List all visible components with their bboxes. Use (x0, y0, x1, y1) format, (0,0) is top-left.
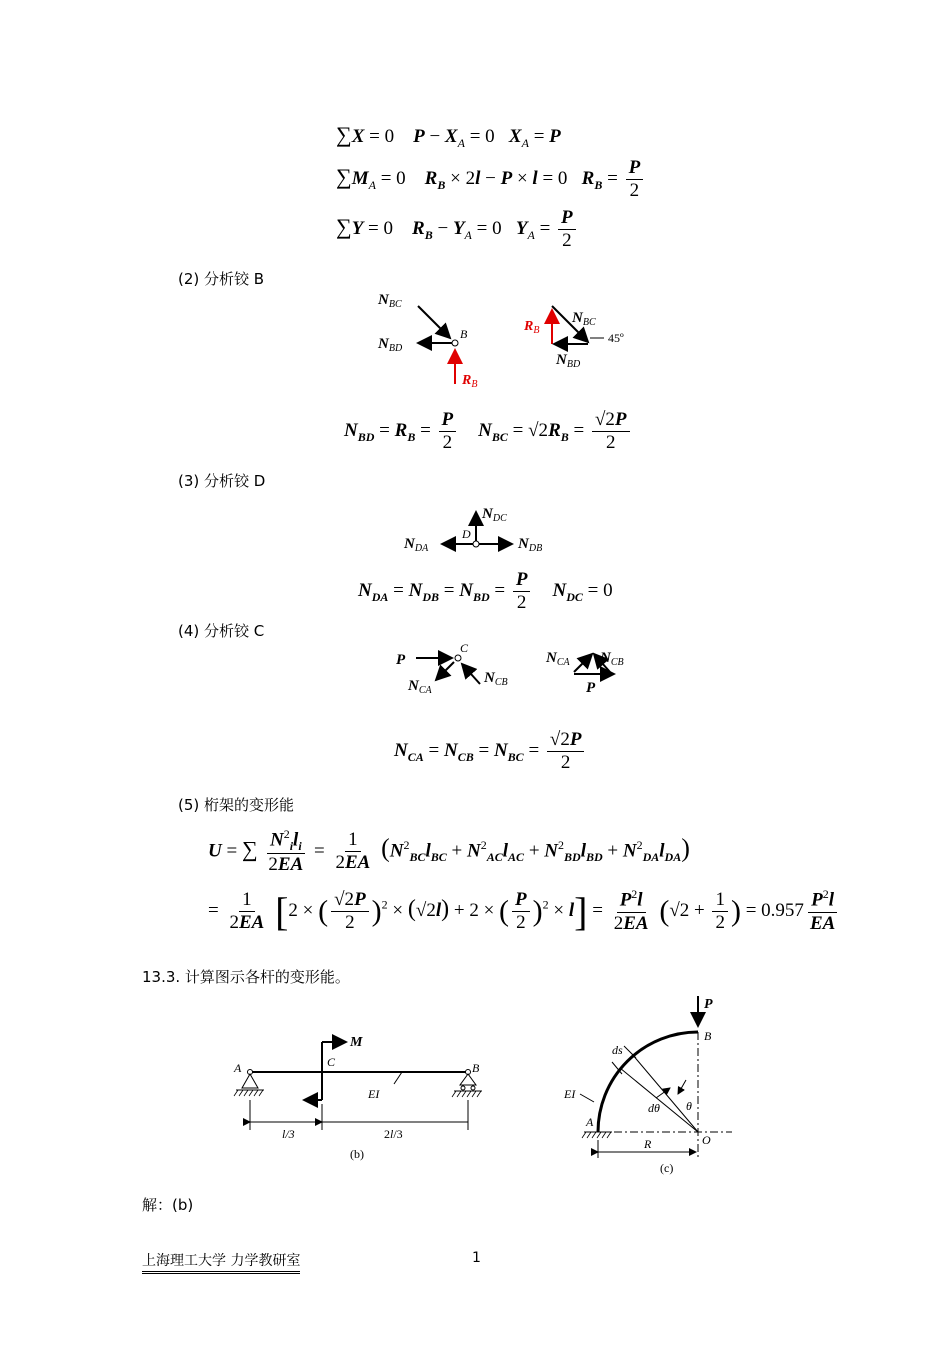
svg-text:45º: 45º (608, 331, 624, 345)
svg-text:NCB: $N_{CB}$ (600, 650, 624, 668)
figure-c-curved-bar (560, 990, 750, 1180)
svg-text:B: B (472, 1061, 480, 1075)
svg-text:EI: EI (368, 1087, 380, 1101)
equation-nbd-nbc: $N_{BD} = R_B$ = $\frac{P}{2}$ $N_{BC} = √2R_B$ = $\frac{√2P}{2}$ (344, 410, 633, 454)
svg-text:NDB: $N_{DB}$ (518, 536, 543, 554)
svg-text:EI: EI (564, 1087, 576, 1101)
svg-text:R: R (644, 1137, 652, 1151)
svg-text:P: P (396, 652, 406, 668)
svg-text:NBD: $N_{BD}$ (556, 352, 581, 370)
svg-text:2l/3: 2l/3 (384, 1127, 403, 1141)
svg-text:B: B (704, 1029, 712, 1043)
svg-text:θ: θ (686, 1099, 692, 1113)
svg-text:NCA: $N_{CA}$ (408, 678, 432, 696)
section-3-heading: (3) 分析铰 D (178, 472, 266, 490)
section-4-heading: (4) 分析铰 C (178, 622, 265, 640)
svg-text:dθ: dθ (648, 1101, 660, 1115)
svg-text:ds: ds (612, 1043, 623, 1057)
svg-text:NDC: $N_{DC}$ (482, 506, 507, 524)
equation-strain-energy: U = ∑ $\frac{N^2_il_i}{2EA}$ = $\frac{1}{2EA}$ $(N^2_{BC}l_{BC} + N^2_{AC}l_{AC} + N^2_{BD}l_{BD} + N^2_{DA}l_{DA})$ (208, 827, 690, 876)
svg-text:(c): (c) (660, 1161, 674, 1175)
svg-text:O: O (702, 1133, 711, 1147)
svg-text:M: M (350, 1035, 363, 1050)
section-2-heading: (2) 分析铰 B (178, 270, 265, 288)
svg-text:NBC: $N_{BC}$ (378, 292, 402, 310)
svg-text:P: P (704, 997, 713, 1012)
footer-page-number: 1 (472, 1250, 481, 1266)
equation-nca: $N_{CA} = N_{CB} = N_{BC}$ = $\frac{√2P}{2}$ (394, 730, 587, 774)
svg-text:A: A (586, 1115, 594, 1129)
svg-text:RB: $R_B$ (462, 373, 478, 390)
section-5-heading: (5) 桁架的变形能 (178, 796, 295, 814)
equation-sum-x: ∑X = 0 $P - X_A = 0$ $X_A = P$ (336, 122, 561, 150)
equation-nda: $N_{DA} = N_{DB} = N_{BD}$ = $\frac{P}{2}$ $N_{DC} = 0$ (358, 569, 613, 613)
svg-text:A: A (234, 1061, 242, 1075)
footer-institution: 上海理工大学 力学教研室 (142, 1250, 300, 1274)
svg-text:NBD: $N_{BD}$ (378, 336, 403, 354)
svg-text:NCA: $N_{CA}$ (546, 650, 570, 668)
solution-heading: 解：(b) (142, 1196, 194, 1214)
svg-text:NBC: $N_{BC}$ (572, 310, 596, 328)
joint-d-free-body-diagram (400, 500, 570, 555)
svg-text:C: C (327, 1055, 336, 1069)
problem-13-3-heading: 13.3. 计算图示各杆的变形能。 (142, 968, 350, 986)
svg-text:C: C (460, 641, 469, 655)
equation-strain-energy-result: = $\frac{1}{2EA}$ [2 × ( $\frac{√2P}{2}$ )$^2$ × (√2l) + 2 × ( $\frac{P}{2}$ )$^2$ × l] = $\frac{P^2l}{2EA}$ (√2 + $\frac{1}{2}$ ) = 0.957 $\frac{P^2l}{EA}$ (208, 887, 836, 934)
svg-text:P: P (586, 680, 596, 696)
svg-text:D: D (462, 527, 471, 541)
svg-text:(b): (b) (350, 1147, 364, 1161)
svg-text:B: B (460, 327, 468, 341)
svg-text:NCB: $N_{CB}$ (484, 670, 508, 688)
equation-sum-m: $\sum M_A = 0$ $R_B \times 2l - P \times l = 0$ $R_B$ = $\frac{P}{2}$ (336, 158, 646, 202)
svg-text:NDA: $N_{DA}$ (404, 536, 429, 554)
svg-text:RB: $R_B$ (524, 319, 540, 336)
svg-text:l/3: l/3 (282, 1127, 295, 1141)
joint-c-free-body-diagram (388, 640, 648, 700)
figure-b-beam (226, 1022, 496, 1162)
equation-sum-y: ∑Y = 0 $R_B - Y_A = 0$ $Y_A$ = $\frac{P}{2}$ (336, 208, 579, 252)
joint-b-free-body-diagram (370, 288, 650, 393)
